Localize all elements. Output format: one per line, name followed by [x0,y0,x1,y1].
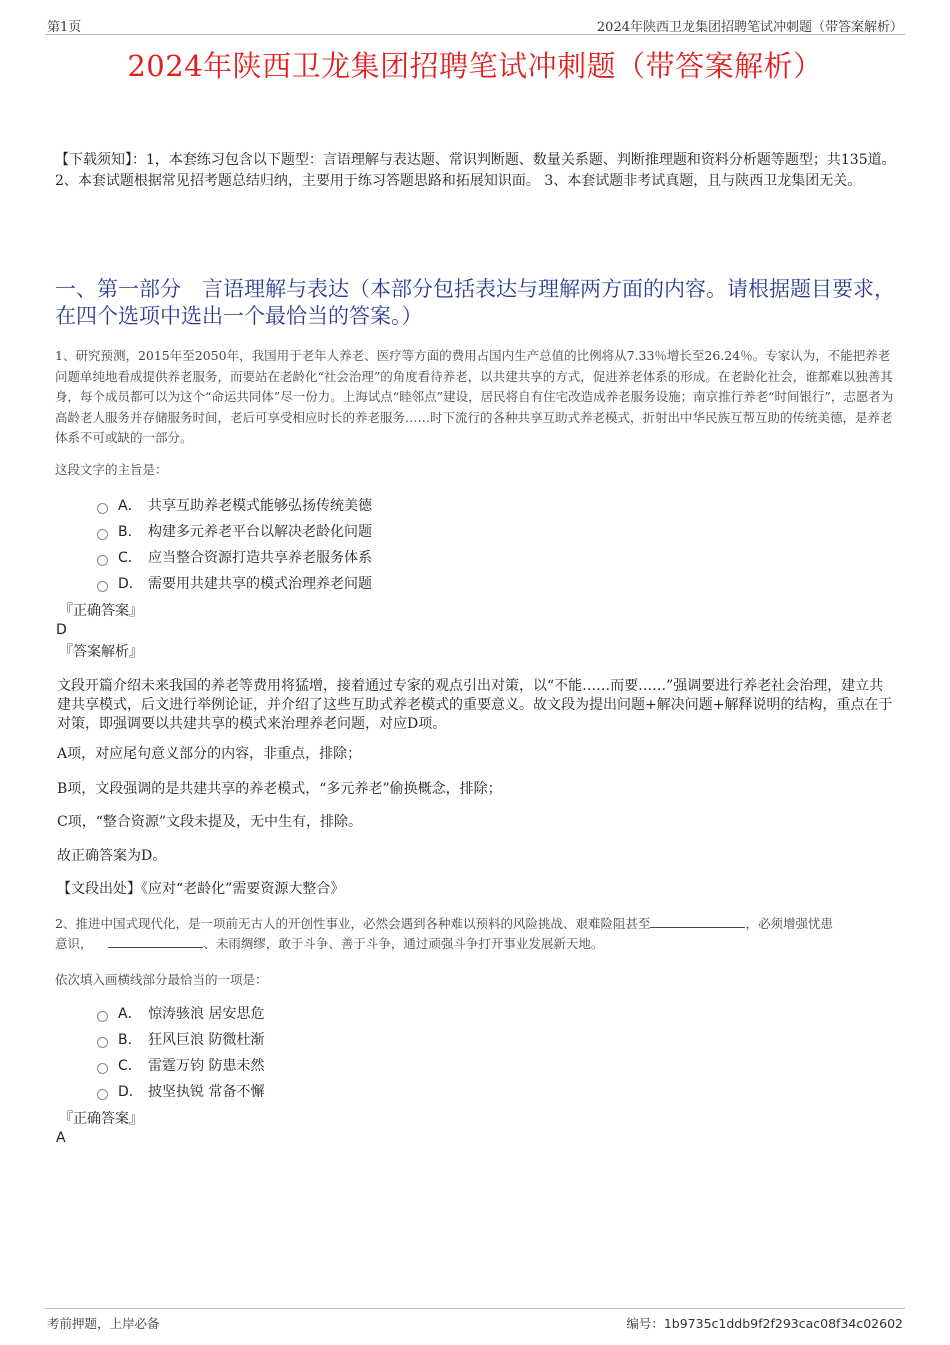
radio-icon[interactable] [97,1011,108,1022]
answer-value: A [56,1130,66,1146]
answer-label: 『正确答案』 [59,1111,143,1127]
question-1-options [97,493,372,597]
analysis-text: 文段开篇介绍未来我国的养老等费用将猛增，接着通过专家的观点引出对策，以“不能……而要……”强调要进行养老社会治理，建立共建共享模式，后文进行举例论证，并介绍了这些互助式养老模式的重要意义。故文段为提出问题+解决问题+解释说明的结构，重点在于对策，即强调要以共建共享的模式来治理养老问题，对应D项。 [57,678,893,732]
question-2-stem-line-1: 2、推进中国式现代化，是一项前无古人的开创性事业，必然会遇到各种难以预料的风险挑战、艰难险阻甚至 ，必须增强忧患 [55,916,833,931]
document-code: 编号：1b9735c1ddb9f2f293cac08f34c02602 [626,1316,903,1331]
page-footer [45,1308,905,1331]
radio-icon[interactable] [97,1089,108,1100]
answer-label: 『正确答案』 [59,603,143,619]
download-notice: 【下载须知】：1，本套练习包含以下题型：言语理解与表达题、常识判断题、数量关系题、判断推理题和资料分析题等题型；共135道。 2、本套试题根据常见招考题总结归纳，主要用于练习答题思路和拓展知识面。 3、本套试题非考试真题，且与陕西卫龙集团无关。 [55,152,896,189]
question-1-prompt: 这段文字的主旨是： [55,462,168,477]
section-title: 一、第一部分 言语理解与表达（本部分包括表达与理解两方面的内容。请根据题目要求，在四个选项中选出一个最恰当的答案。） [55,277,895,328]
answer-value: D [56,622,67,638]
fill-blank-1[interactable] [650,915,745,928]
question-2-options [97,1001,264,1105]
radio-icon[interactable] [97,581,108,592]
footer-slogan: 考前押题，上岸必备 [47,1316,160,1331]
option-d[interactable]: D． 披坚执锐 常备不懈 [97,1079,264,1105]
radio-icon[interactable] [97,1037,108,1048]
radio-icon[interactable] [97,555,108,566]
option-a[interactable]: A． 惊涛骇浪 居安思危 [97,1001,264,1027]
analysis-note-c: C项，“整合资源”文段未提及，无中生有，排除。 [57,814,363,830]
radio-icon[interactable] [97,529,108,540]
option-a[interactable]: A． 共享互助养老模式能够弘扬传统美德 [97,493,372,519]
page-number: 第1页 [47,20,82,35]
question-1-stem: 1、研究预测，2015年至2050年，我国用于老年人养老、医疗等方面的费用占国内生产总值的比例将从7.33％增长至26.24％。专家认为，不能把养老问题单纯地看成提供养老服务，而要站在老龄化“社会治理”的角度看待养老，以共建共享的方式，促进养老体系的形成。在老龄化社会，谁都难以独善其身，每个成员都可以为这个“命运共同体”尽一份力。上海试点“睦邻点”建设，居民将自有住宅改造成养老服务设施；南京推行养老“时间银行”，志愿者为高龄老人服务并存储服务时间，老后可享受相应时长的养老服务……时下流行的各种共享互助式养老模式，折射出中华民族互帮互助的传统美德，是养老体系不可或缺的一部分。 [55,348,894,445]
option-d[interactable]: D． 需要用共建共享的模式治理养老问题 [97,571,372,597]
question-2-stem-line-2: 意识， 、未雨绸缪，敢于斗争、善于斗争，通过顽强斗争打开事业发展新天地。 [55,936,604,951]
passage-source: 【文段出处】《应对“老龄化”需要资源大整合》 [57,881,345,897]
option-c[interactable]: C． 雷霆万钧 防患未然 [97,1053,264,1079]
analysis-note-a: A项，对应尾句意义部分的内容，非重点，排除； [57,746,362,762]
question-2-prompt: 依次填入画横线部分最恰当的一项是： [55,972,268,987]
header-doc-title: 2024年陕西卫龙集团招聘笔试冲刺题（带答案解析） [596,20,903,35]
analysis-note-b: B项，文段强调的是共建共享的养老模式，“多元养老”偷换概念，排除； [57,781,502,797]
option-c[interactable]: C． 应当整合资源打造共享养老服务体系 [97,545,372,571]
page-header [45,14,905,35]
analysis-label: 『答案解析』 [59,644,143,660]
option-b[interactable]: B． 狂风巨浪 防微杜渐 [97,1027,264,1053]
page-title: 2024年陕西卫龙集团招聘笔试冲刺题（带答案解析） [127,49,823,83]
radio-icon[interactable] [97,503,108,514]
analysis-conclusion: 故正确答案为D。 [57,848,167,864]
fill-blank-2[interactable] [108,935,203,948]
option-b[interactable]: B． 构建多元养老平台以解决老龄化问题 [97,519,372,545]
radio-icon[interactable] [97,1063,108,1074]
